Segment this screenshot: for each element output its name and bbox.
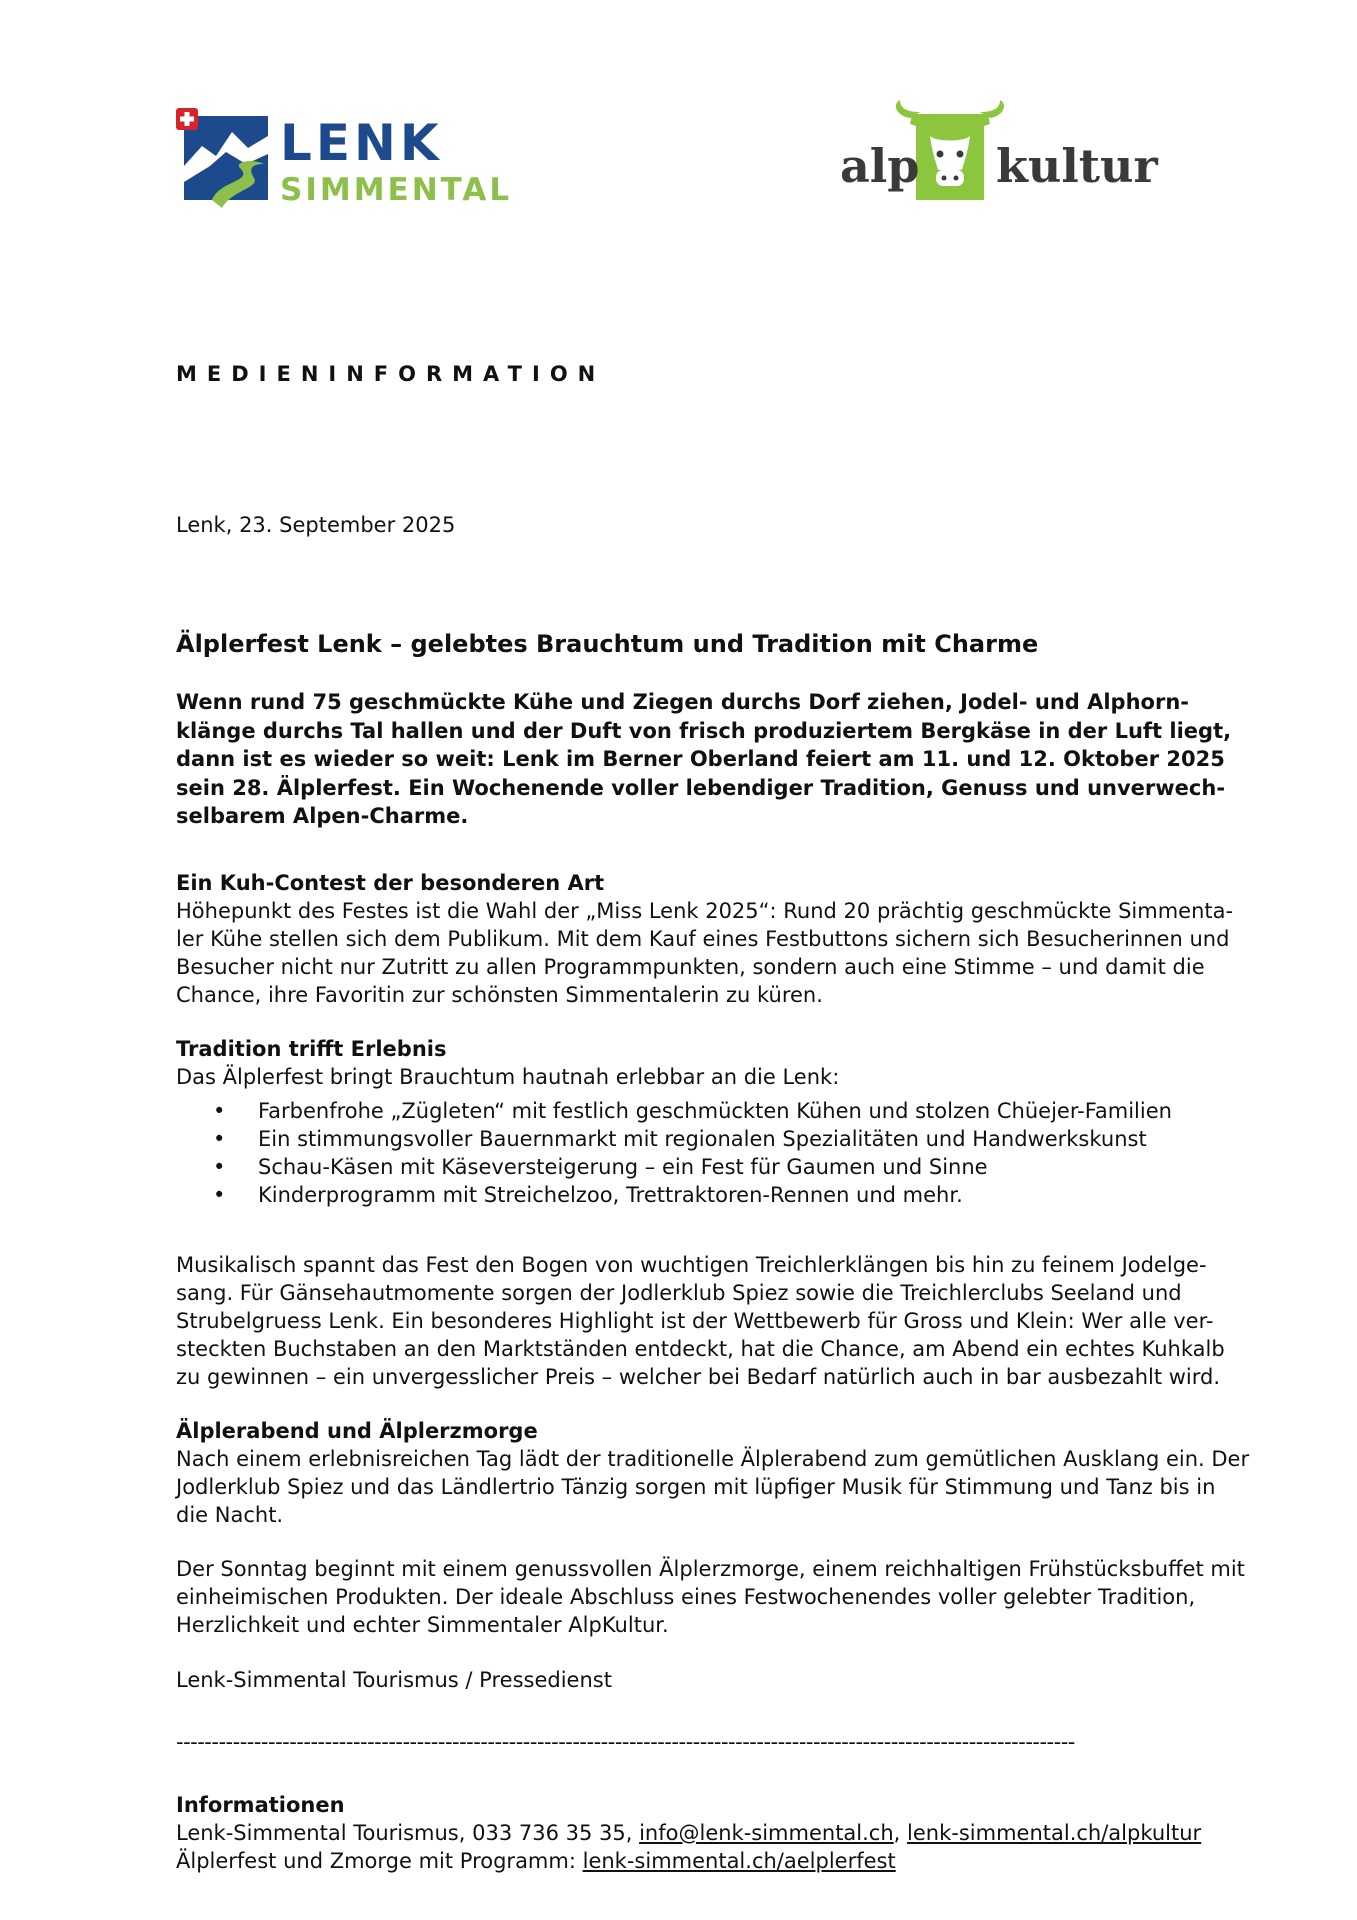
- paragraph-line: Herzlichkeit und echter Simmentaler AlpKultur.: [176, 1613, 669, 1637]
- press-release-date: Lenk, 23. September 2025: [176, 513, 456, 537]
- dashed-separator: -------------------------------------------------------------------------------------------------------------------------------: [176, 1730, 1075, 1754]
- alpkultur-link[interactable]: lenk-simmental.ch/alpkultur: [907, 1821, 1202, 1845]
- section-aelplerabend: [176, 1417, 1250, 1529]
- lead-line: sein 28. Älplerfest. Ein Wochenende voller lebendiger Tradition, Genuss und unverwech-: [176, 775, 1226, 800]
- info-heading: Informationen: [176, 1793, 345, 1817]
- bullet-icon: •: [213, 1099, 226, 1123]
- paragraph-line: Der Sonntag beginnt mit einem genussvollen Älplerzmorge, einem reichhaltigen Frühstücksbuffet mit: [176, 1557, 1245, 1581]
- press-release-title: Älplerfest Lenk – gelebtes Brauchtum und Tradition mit Charme: [176, 630, 1039, 658]
- alpkultur-logo-graphic: [840, 96, 1160, 211]
- info-program-text: Älplerfest und Zmorge mit Programm:: [176, 1849, 583, 1873]
- lenk-simmental-logo-graphic: [176, 108, 536, 213]
- paragraph-line: Chance, ihre Favoritin zur schönsten Simmentalerin zu küren.: [176, 983, 823, 1007]
- paragraph-line: die Nacht.: [176, 1503, 284, 1527]
- logo-text-alp: alp: [840, 139, 920, 193]
- section-heading: Älplerabend und Älplerzmorge: [176, 1419, 538, 1443]
- lead-line: dann ist es wieder so weit: Lenk im Berner Oberland feiert am 11. und 12. Oktober 2025: [176, 747, 1225, 771]
- logo-text-lenk: LENK: [280, 114, 443, 172]
- aelplerfest-link[interactable]: lenk-simmental.ch/aelplerfest: [582, 1849, 896, 1873]
- email-link[interactable]: info@lenk-simmental.ch: [639, 1821, 894, 1845]
- paragraph-line: Musikalisch spannt das Fest den Bogen von wuchtigen Treichlerklängen bis hin zu feinem Jodelge-: [176, 1253, 1207, 1277]
- paragraph-line: Jodlerklub Spiez und das Ländlertrio Tänzig sorgen mit lüpfiger Musik für Stimmung und Tanz bis in: [176, 1475, 1216, 1499]
- info-section: [176, 1791, 1206, 1875]
- list-item-text: Schau-Käsen mit Käseversteigerung – ein Fest für Gaumen und Sinne: [258, 1155, 988, 1179]
- list-item: [176, 1181, 1206, 1209]
- section-sonntag: [176, 1555, 1245, 1639]
- paragraph-line: Nach einem erlebnisreichen Tag lädt der traditionelle Älplerabend zum gemütlichen Ausklang ein. Der: [176, 1447, 1250, 1471]
- signature: Lenk-Simmental Tourismus / Pressedienst: [176, 1668, 612, 1692]
- logo-text-kultur: kultur: [996, 139, 1158, 193]
- lead-line: selbarem Alpen-Charme.: [176, 804, 469, 828]
- lead-line: klänge durchs Tal hallen und der Duft von frisch produziertem Bergkäse in der Luft liegt,: [176, 718, 1232, 743]
- info-program-line: [176, 1847, 1206, 1875]
- paragraph-line: Besucher nicht nur Zutritt zu allen Programmpunkten, sondern auch eine Stimme – und damit die: [176, 955, 1205, 979]
- section-tradition: [176, 1035, 1206, 1091]
- lead-paragraph: [176, 688, 1232, 831]
- paragraph-line: zu gewinnen – ein unvergesslicher Preis – welcher bei Bedarf natürlich auch in bar ausbezahlt wird.: [176, 1365, 1221, 1389]
- list-item: [176, 1153, 1206, 1181]
- paragraph-line: einheimischen Produkten. Der ideale Abschluss eines Festwochenendes voller gelebter Tradition,: [176, 1585, 1196, 1609]
- logo-text-simmental: SIMMENTAL: [280, 172, 513, 208]
- list-item-text: Kinderprogramm mit Streichelzoo, Trettraktoren-Rennen und mehr.: [258, 1183, 963, 1207]
- bullet-icon: •: [213, 1155, 226, 1179]
- list-item-text: Farbenfrohe „Zügleten“ mit festlich geschmückten Kühen und stolzen Chüejer-Familien: [258, 1099, 1172, 1123]
- list-item-text: Ein stimmungsvoller Bauernmarkt mit regionalen Spezialitäten und Handwerkskunst: [258, 1127, 1147, 1151]
- paragraph-line: ler Kühe stellen sich dem Publikum. Mit dem Kauf eines Festbuttons sichern sich Besucherinnen und: [176, 927, 1230, 951]
- info-contact-line: [176, 1819, 1206, 1847]
- paragraph-line: Strubelgruess Lenk. Ein besonderes Highlight ist der Wettbewerb für Gross und Klein: Wer alle ver-: [176, 1309, 1214, 1333]
- info-contact-text: Lenk-Simmental Tourismus, 033 736 35 35,: [176, 1821, 640, 1845]
- info-separator-text: ,: [893, 1821, 908, 1845]
- list-item: [176, 1097, 1206, 1125]
- paragraph-line: sang. Für Gänsehautmomente sorgen der Jodlerklub Spiez sowie die Treichlerclubs Seeland und: [176, 1281, 1182, 1305]
- section-kuh-contest: [176, 869, 1234, 1009]
- section-musik: [176, 1251, 1225, 1391]
- section-heading: Tradition trifft Erlebnis: [176, 1037, 447, 1061]
- section-heading: Ein Kuh-Contest der besonderen Art: [176, 871, 605, 895]
- paragraph-line: Höhepunkt des Festes ist die Wahl der „Miss Lenk 2025“: Rund 20 prächtig geschmückte Simmenta-: [176, 899, 1234, 923]
- lead-line: Wenn rund 75 geschmückte Kühe und Ziegen durchs Dorf ziehen, Jodel- und Alphorn-: [176, 690, 1189, 714]
- bullet-icon: •: [213, 1183, 226, 1207]
- bullet-icon: •: [213, 1127, 226, 1151]
- list-item: [176, 1125, 1206, 1153]
- document-type-label: MEDIENINFORMATION: [176, 362, 606, 386]
- tradition-bullet-list: [176, 1097, 1206, 1209]
- paragraph-line: Das Älplerfest bringt Brauchtum hautnah erlebbar an die Lenk:: [176, 1065, 840, 1089]
- paragraph-line: steckten Buchstaben an den Marktständen entdeckt, hat die Chance, am Abend ein echtes Kuhkalb: [176, 1337, 1225, 1361]
- alpkultur-logo: [840, 96, 1160, 211]
- lenk-simmental-logo: [176, 108, 536, 213]
